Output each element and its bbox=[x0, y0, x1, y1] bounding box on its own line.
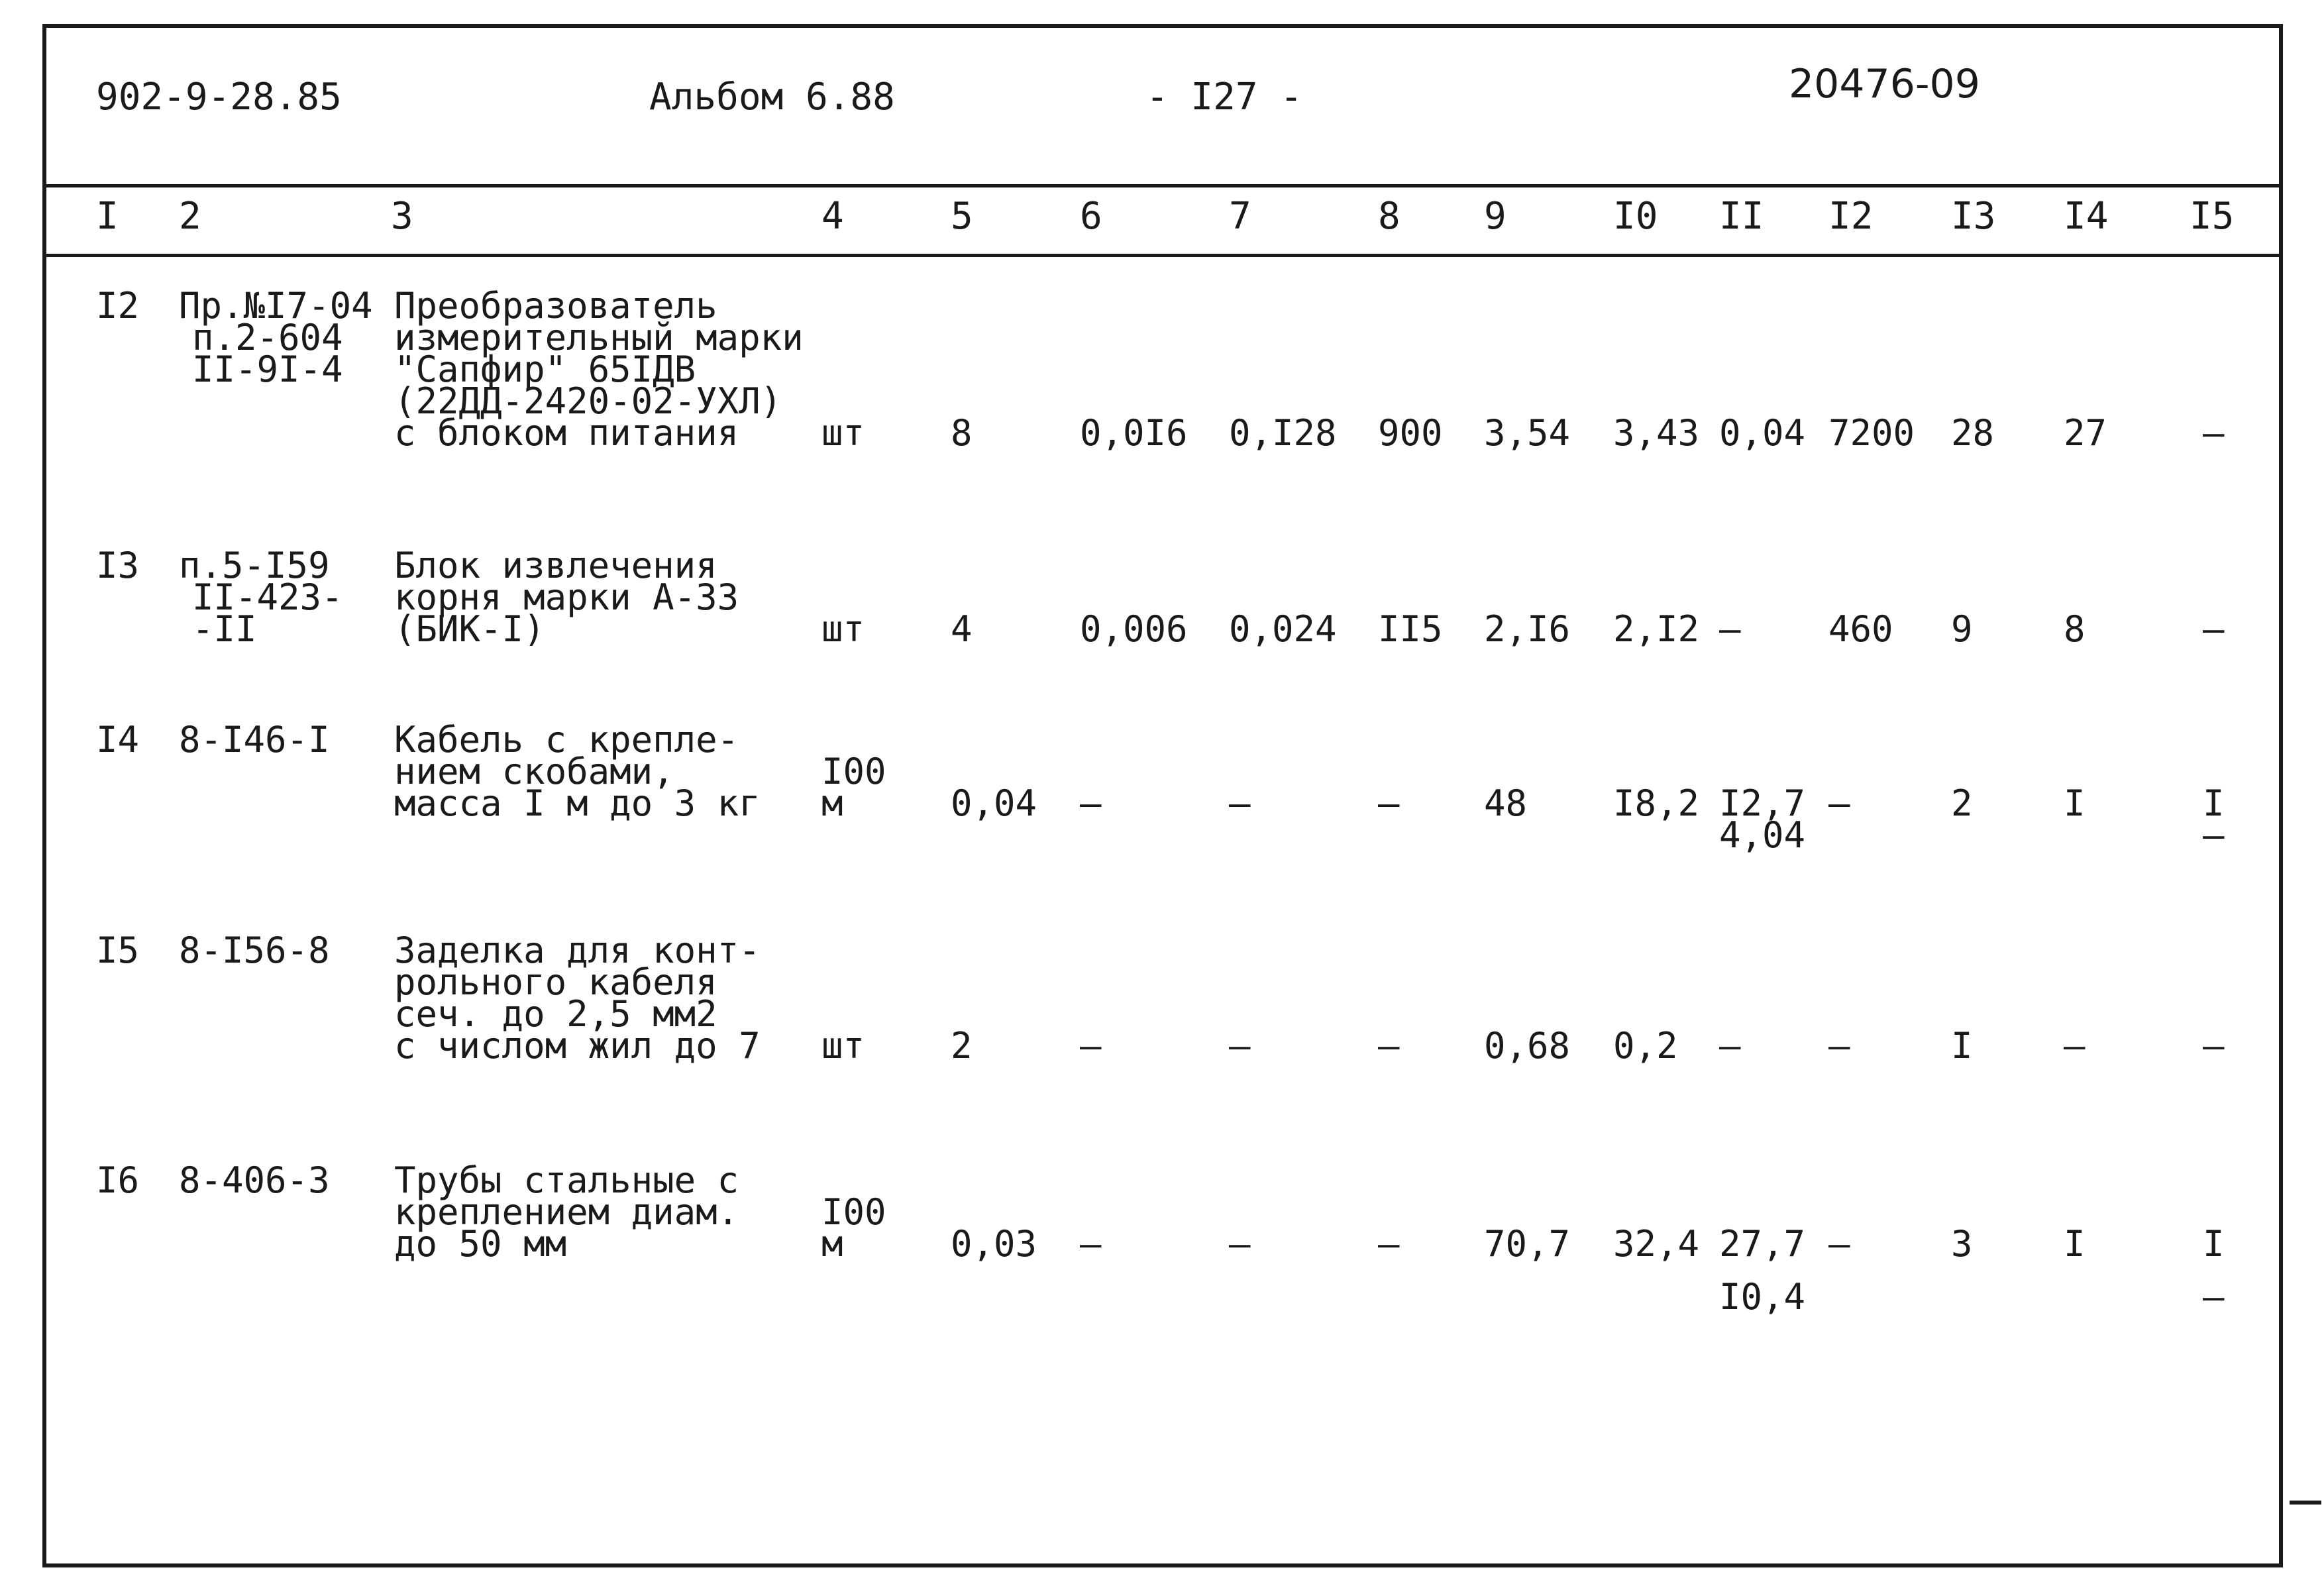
col9-value: 70,7 bbox=[1484, 1223, 1571, 1265]
col9-value: 0,68 bbox=[1484, 1025, 1571, 1067]
item-code: п.2-604 bbox=[192, 317, 343, 358]
col11-value: I0,4 bbox=[1719, 1276, 1806, 1318]
column-number: I3 bbox=[1951, 195, 1996, 238]
item-name: Кабель с крепле- bbox=[394, 719, 739, 761]
col11-value: – bbox=[1719, 608, 1741, 650]
col12-value: – bbox=[1828, 782, 1850, 824]
column-number: 7 bbox=[1229, 195, 1251, 238]
col11-value: 4,04 bbox=[1719, 814, 1806, 856]
col11-value: I2,7 bbox=[1719, 782, 1806, 824]
item-code: 8-406-3 bbox=[179, 1159, 330, 1201]
col13-value: I bbox=[1951, 1025, 1973, 1067]
column-number: 6 bbox=[1080, 195, 1102, 238]
qty-value: 0,03 bbox=[951, 1223, 1037, 1265]
col6-value: – bbox=[1080, 1223, 1102, 1265]
col6-value: – bbox=[1080, 1025, 1102, 1067]
col6-value: 0,0I6 bbox=[1080, 412, 1188, 454]
item-name: с блоком питания bbox=[394, 412, 739, 454]
item-name: корня марки А-33 bbox=[394, 576, 739, 618]
col9-value: 3,54 bbox=[1484, 412, 1571, 454]
item-code: п.5-I59 bbox=[179, 545, 330, 586]
col15-value: – bbox=[2203, 412, 2225, 454]
album-label: Альбом 6.88 bbox=[649, 76, 895, 119]
col14-value: I bbox=[2064, 782, 2086, 824]
col12-value: 7200 bbox=[1828, 412, 1915, 454]
item-name: "Сапфир" 65IДВ bbox=[394, 348, 696, 390]
col7-value: – bbox=[1229, 1223, 1251, 1265]
col12-value: 460 bbox=[1828, 608, 1893, 650]
qty-value: 8 bbox=[951, 412, 973, 454]
col10-value: I8,2 bbox=[1613, 782, 1700, 824]
item-name: масса I м до 3 кг bbox=[394, 782, 761, 824]
col7-value: – bbox=[1229, 1025, 1251, 1067]
col11-value: 27,7 bbox=[1719, 1223, 1806, 1265]
qty-value: 4 bbox=[951, 608, 973, 650]
col13-value: 28 bbox=[1951, 412, 1995, 454]
col15-value: – bbox=[2203, 608, 2225, 650]
column-number: I4 bbox=[2064, 195, 2109, 238]
col13-value: 2 bbox=[1951, 782, 1973, 824]
row-number: I3 bbox=[96, 545, 140, 586]
page-number: - I27 - bbox=[1146, 76, 1303, 119]
item-unit: м bbox=[821, 782, 843, 824]
item-name: Заделка для конт- bbox=[394, 929, 761, 971]
col7-value: 0,I28 bbox=[1229, 412, 1337, 454]
col11-value: – bbox=[1719, 1025, 1741, 1067]
item-name: креплением диам. bbox=[394, 1191, 739, 1233]
qty-value: 2 bbox=[951, 1025, 973, 1067]
col8-value: – bbox=[1378, 782, 1400, 824]
item-name: нием скобами, bbox=[394, 751, 674, 792]
item-name: сеч. до 2,5 мм2 bbox=[394, 993, 717, 1035]
col14-value: 27 bbox=[2064, 412, 2107, 454]
item-unit: шт bbox=[821, 1025, 865, 1067]
item-code: 8-I46-I bbox=[179, 719, 330, 761]
inventory-number: 20476-09 bbox=[1789, 61, 1980, 107]
col6-value: 0,006 bbox=[1080, 608, 1188, 650]
item-unit: м bbox=[821, 1223, 843, 1265]
col8-value: 900 bbox=[1378, 412, 1443, 454]
row-number: I2 bbox=[96, 285, 140, 327]
col15-value: – bbox=[2203, 814, 2225, 856]
header-rule bbox=[46, 184, 2283, 187]
col10-value: 32,4 bbox=[1613, 1223, 1700, 1265]
col14-value: I bbox=[2064, 1223, 2086, 1265]
column-number: 8 bbox=[1378, 195, 1400, 238]
item-code: 8-I56-8 bbox=[179, 929, 330, 971]
item-name: (22ДД-2420-02-УХЛ) bbox=[394, 380, 782, 422]
col9-value: 2,I6 bbox=[1484, 608, 1571, 650]
item-name: с числом жил до 7 bbox=[394, 1025, 761, 1067]
item-name: Трубы стальные с bbox=[394, 1159, 739, 1201]
row-number: I5 bbox=[96, 929, 140, 971]
col13-value: 3 bbox=[1951, 1223, 1973, 1265]
column-number: 5 bbox=[951, 195, 973, 238]
item-name: рольного кабеля bbox=[394, 961, 717, 1003]
col7-value: – bbox=[1229, 782, 1251, 824]
col10-value: 3,43 bbox=[1613, 412, 1700, 454]
col14-value: 8 bbox=[2064, 608, 2086, 650]
item-unit: I00 bbox=[821, 751, 886, 792]
col10-value: 2,I2 bbox=[1613, 608, 1700, 650]
col15-value: I bbox=[2203, 782, 2225, 824]
column-number: II bbox=[1719, 195, 1764, 238]
col15-value: I bbox=[2203, 1223, 2225, 1265]
col15-value: – bbox=[2203, 1025, 2225, 1067]
item-name: (БИК-I) bbox=[394, 608, 545, 650]
column-number: I0 bbox=[1613, 195, 1658, 238]
col14-value: – bbox=[2064, 1025, 2086, 1067]
item-unit: шт bbox=[821, 608, 865, 650]
col7-value: 0,024 bbox=[1229, 608, 1337, 650]
column-number: I5 bbox=[2190, 195, 2235, 238]
item-code: II-9I-4 bbox=[192, 348, 343, 390]
item-unit: шт bbox=[821, 412, 865, 454]
margin-tick bbox=[2290, 1501, 2321, 1505]
qty-value: 0,04 bbox=[951, 782, 1037, 824]
col12-value: – bbox=[1828, 1223, 1850, 1265]
row-number: I6 bbox=[96, 1159, 140, 1201]
col6-value: – bbox=[1080, 782, 1102, 824]
col10-value: 0,2 bbox=[1613, 1025, 1678, 1067]
item-name: до 50 мм bbox=[394, 1223, 567, 1265]
column-number: I2 bbox=[1828, 195, 1874, 238]
column-header-rule bbox=[46, 254, 2283, 257]
col13-value: 9 bbox=[1951, 608, 1973, 650]
row-number: I4 bbox=[96, 719, 140, 761]
col8-value: II5 bbox=[1378, 608, 1443, 650]
col12-value: – bbox=[1828, 1025, 1850, 1067]
col15-value: – bbox=[2203, 1276, 2225, 1318]
column-number: 9 bbox=[1484, 195, 1506, 238]
doc-code: 902-9-28.85 bbox=[96, 76, 342, 119]
col9-value: 48 bbox=[1484, 782, 1528, 824]
column-number: I bbox=[96, 195, 119, 238]
item-code: -II bbox=[192, 608, 257, 650]
item-code: Пр.№I7-04 bbox=[179, 285, 373, 327]
item-code: II-423- bbox=[192, 576, 343, 618]
col8-value: – bbox=[1378, 1025, 1400, 1067]
column-number: 2 bbox=[179, 195, 201, 238]
col8-value: – bbox=[1378, 1223, 1400, 1265]
column-number: 3 bbox=[391, 195, 413, 238]
col11-value: 0,04 bbox=[1719, 412, 1806, 454]
item-name: Преобразователь bbox=[394, 285, 717, 327]
column-number: 4 bbox=[821, 195, 844, 238]
item-unit: I00 bbox=[821, 1191, 886, 1233]
item-name: измерительный марки bbox=[394, 317, 804, 358]
item-name: Блок извлечения bbox=[394, 545, 717, 586]
